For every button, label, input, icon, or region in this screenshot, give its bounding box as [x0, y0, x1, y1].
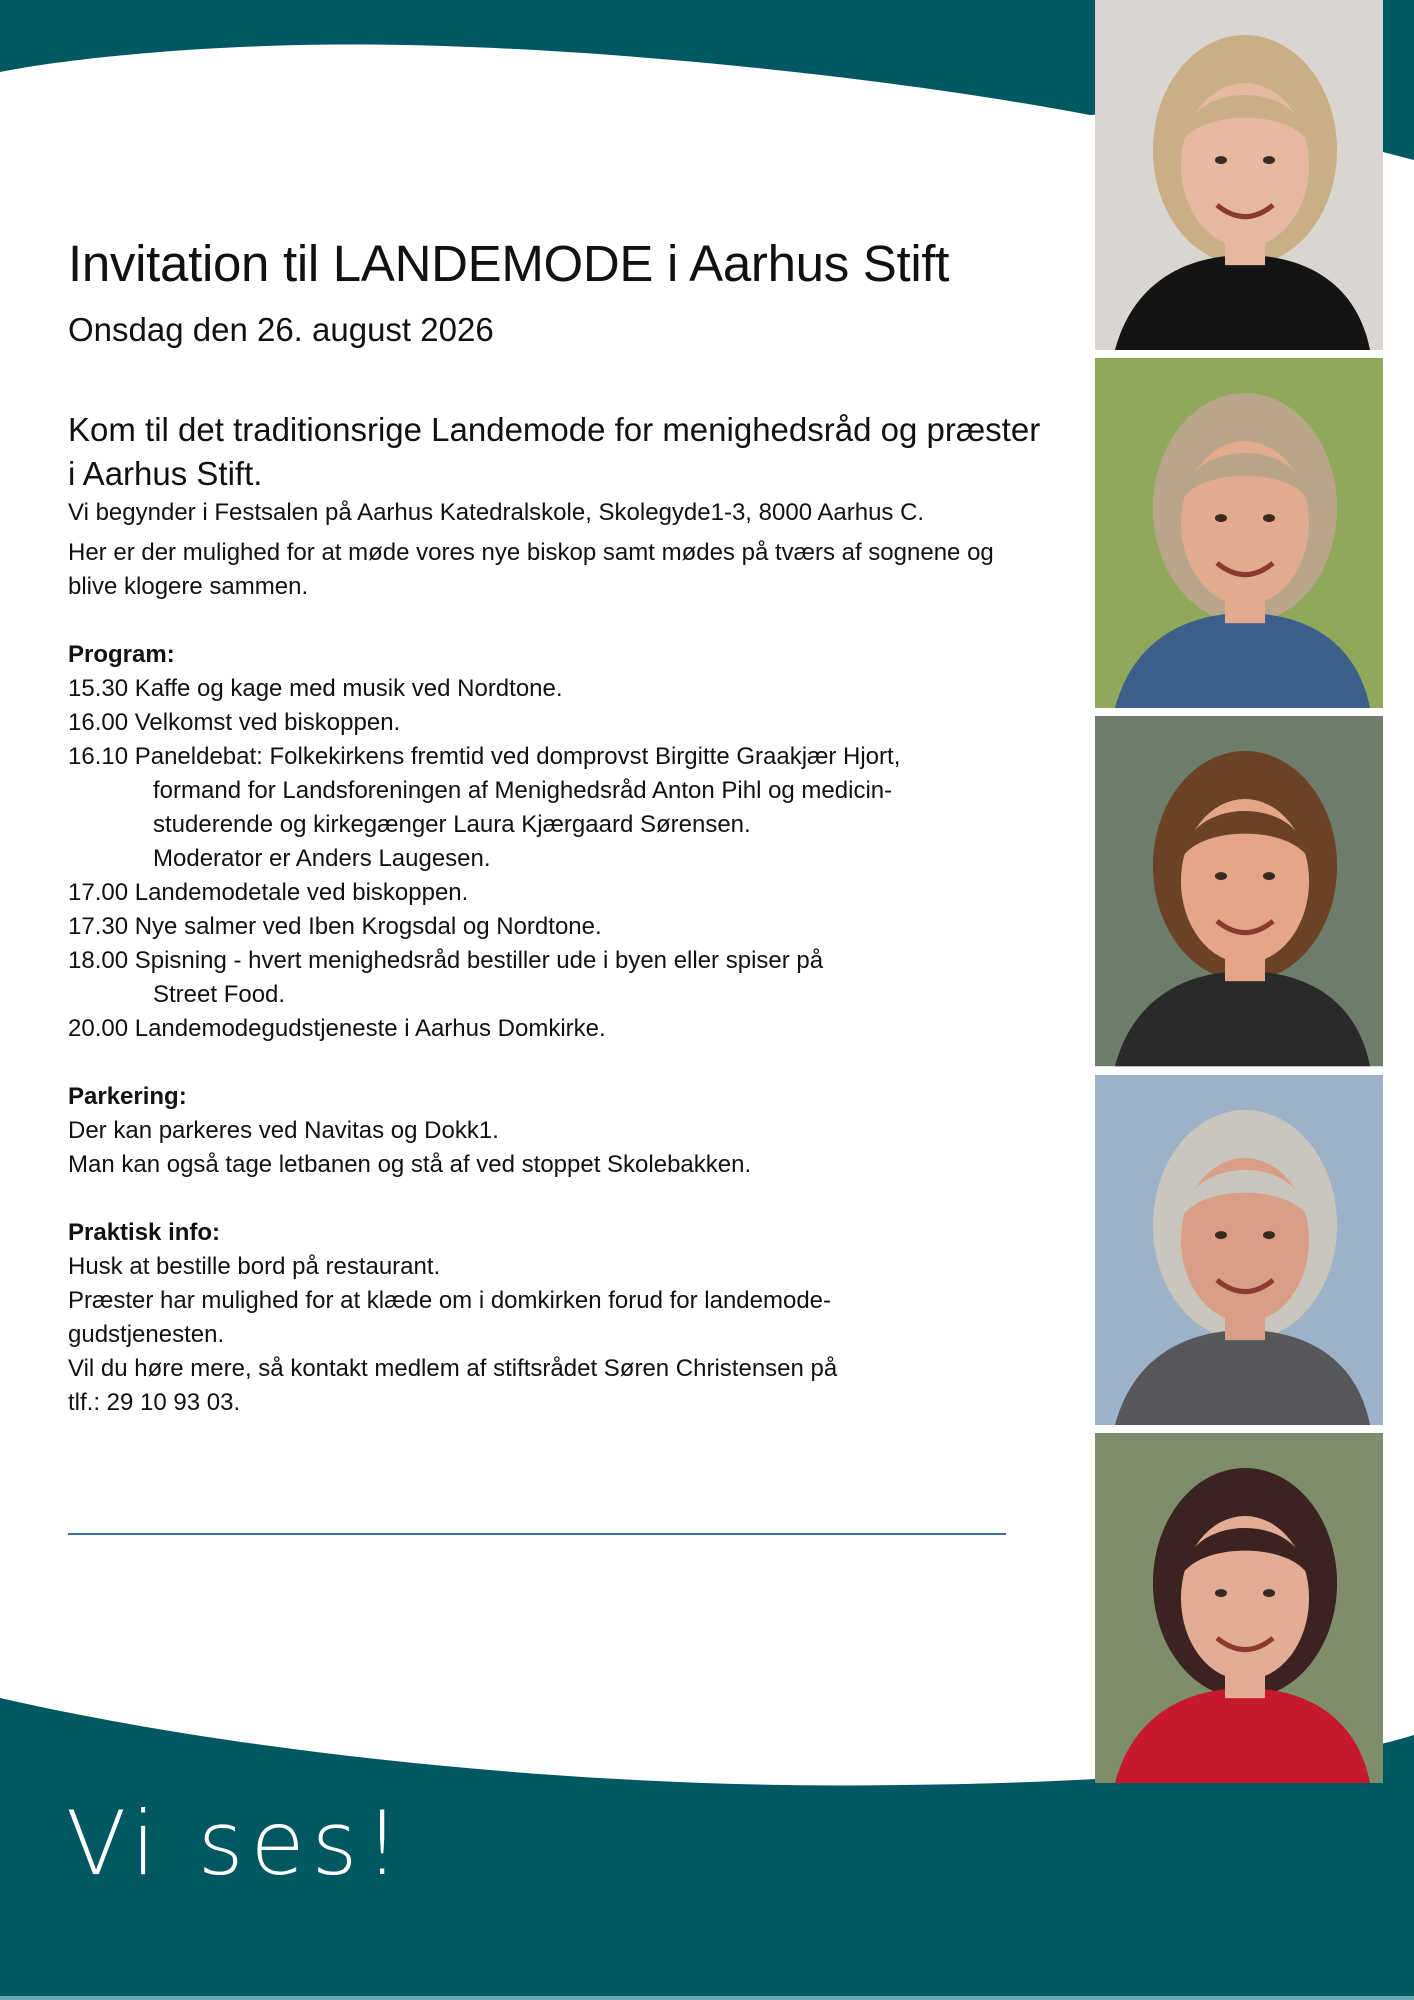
practical-line: gudstjenesten.: [68, 1321, 225, 1348]
program-section: [68, 638, 1048, 1046]
program-item-line: 18.00 Spisning - hvert menighedsråd bestiller ude i byen eller spiser på: [68, 947, 824, 974]
portrait-woman-dark-hair-profile-icon: [1095, 1433, 1383, 1783]
practical-heading: Praktisk info:: [68, 1219, 221, 1246]
program-item-continuation: studerende og kirkegænger Laura Kjærgaard Sørensen.: [153, 811, 751, 838]
program-item: [68, 944, 1048, 1012]
program-heading: Program:: [68, 641, 175, 668]
invitation-content: [68, 228, 1048, 1420]
program-item: [68, 672, 1048, 706]
speaker-photo-4: [1095, 1075, 1383, 1425]
intro-description: Her er der mulighed for at møde vores nye biskop samt mødes på tværs af sognene og blive klogere sammen.: [68, 539, 994, 600]
program-item-line: 16.00 Velkomst ved biskoppen.: [68, 709, 401, 736]
intro-location: Vi begynder i Festsalen på Aarhus Katedralskole, Skolegyde1-3, 8000 Aarhus C.: [68, 499, 925, 526]
page-title: Invitation til LANDEMODE i Aarhus Stift: [68, 235, 950, 292]
program-item-line: 17.00 Landemodetale ved biskoppen.: [68, 879, 469, 906]
portrait-woman-glasses-blonde-icon: [1095, 0, 1383, 350]
program-item-line: 16.10 Paneldebat: Folkekirkens fremtid ved domprovst Birgitte Graakjær Hjort,: [68, 743, 901, 770]
practical-line: Vil du høre mere, så kontakt medlem af stiftsrådet Søren Christensen på: [68, 1355, 838, 1382]
practical-line: Præster har mulighed for at klæde om i domkirken forud for landemode-: [68, 1287, 832, 1314]
footer-greeting: Vi ses!: [66, 1792, 407, 1895]
program-item-line: 17.30 Nye salmer ved Iben Krogsdal og Nordtone.: [68, 913, 602, 940]
speaker-photo-5: [1095, 1433, 1383, 1783]
program-item: [68, 876, 1048, 910]
program-item: [68, 910, 1048, 944]
portrait-man-glasses-beard-icon: [1095, 358, 1383, 708]
portrait-man-white-beard-icon: [1095, 1075, 1383, 1425]
portrait-woman-long-hair-icon: [1095, 716, 1383, 1066]
speaker-photo-3: [1095, 716, 1383, 1066]
parking-line: Man kan også tage letbanen og stå af ved stoppet Skolebakken.: [68, 1151, 752, 1178]
divider-line: [68, 1533, 1006, 1535]
practical-line: Husk at bestille bord på restaurant.: [68, 1253, 441, 1280]
program-item: [68, 1012, 1048, 1046]
practical-section: [68, 1216, 1048, 1420]
parking-section: [68, 1080, 1048, 1182]
event-date: Onsdag den 26. august 2026: [68, 311, 494, 348]
bottom-strip: [0, 1996, 1414, 2000]
program-item: [68, 740, 1048, 876]
speaker-photo-2: [1095, 358, 1383, 708]
parking-line: Der kan parkeres ved Navitas og Dokk1.: [68, 1117, 499, 1144]
contact-phone: tlf.: 29 10 93 03.: [68, 1389, 241, 1416]
program-item-line: 15.30 Kaffe og kage med musik ved Nordtone.: [68, 675, 563, 702]
program-list: [68, 672, 1048, 1046]
program-item-line: 20.00 Landemodegudstjeneste i Aarhus Domkirke.: [68, 1015, 606, 1042]
speaker-photo-column: [1095, 0, 1383, 1783]
program-item-continuation: Moderator er Anders Laugesen.: [153, 845, 491, 872]
program-item: [68, 706, 1048, 740]
program-item-continuation: Street Food.: [153, 981, 286, 1008]
speaker-photo-1: [1095, 0, 1383, 350]
program-item-continuation: formand for Landsforeningen af Menighedsråd Anton Pihl og medicin-: [153, 777, 893, 804]
parking-heading: Parkering:: [68, 1083, 187, 1110]
intro-lead: Kom til det traditionsrige Landemode for menighedsråd og præster i Aarhus Stift.: [68, 411, 1041, 492]
